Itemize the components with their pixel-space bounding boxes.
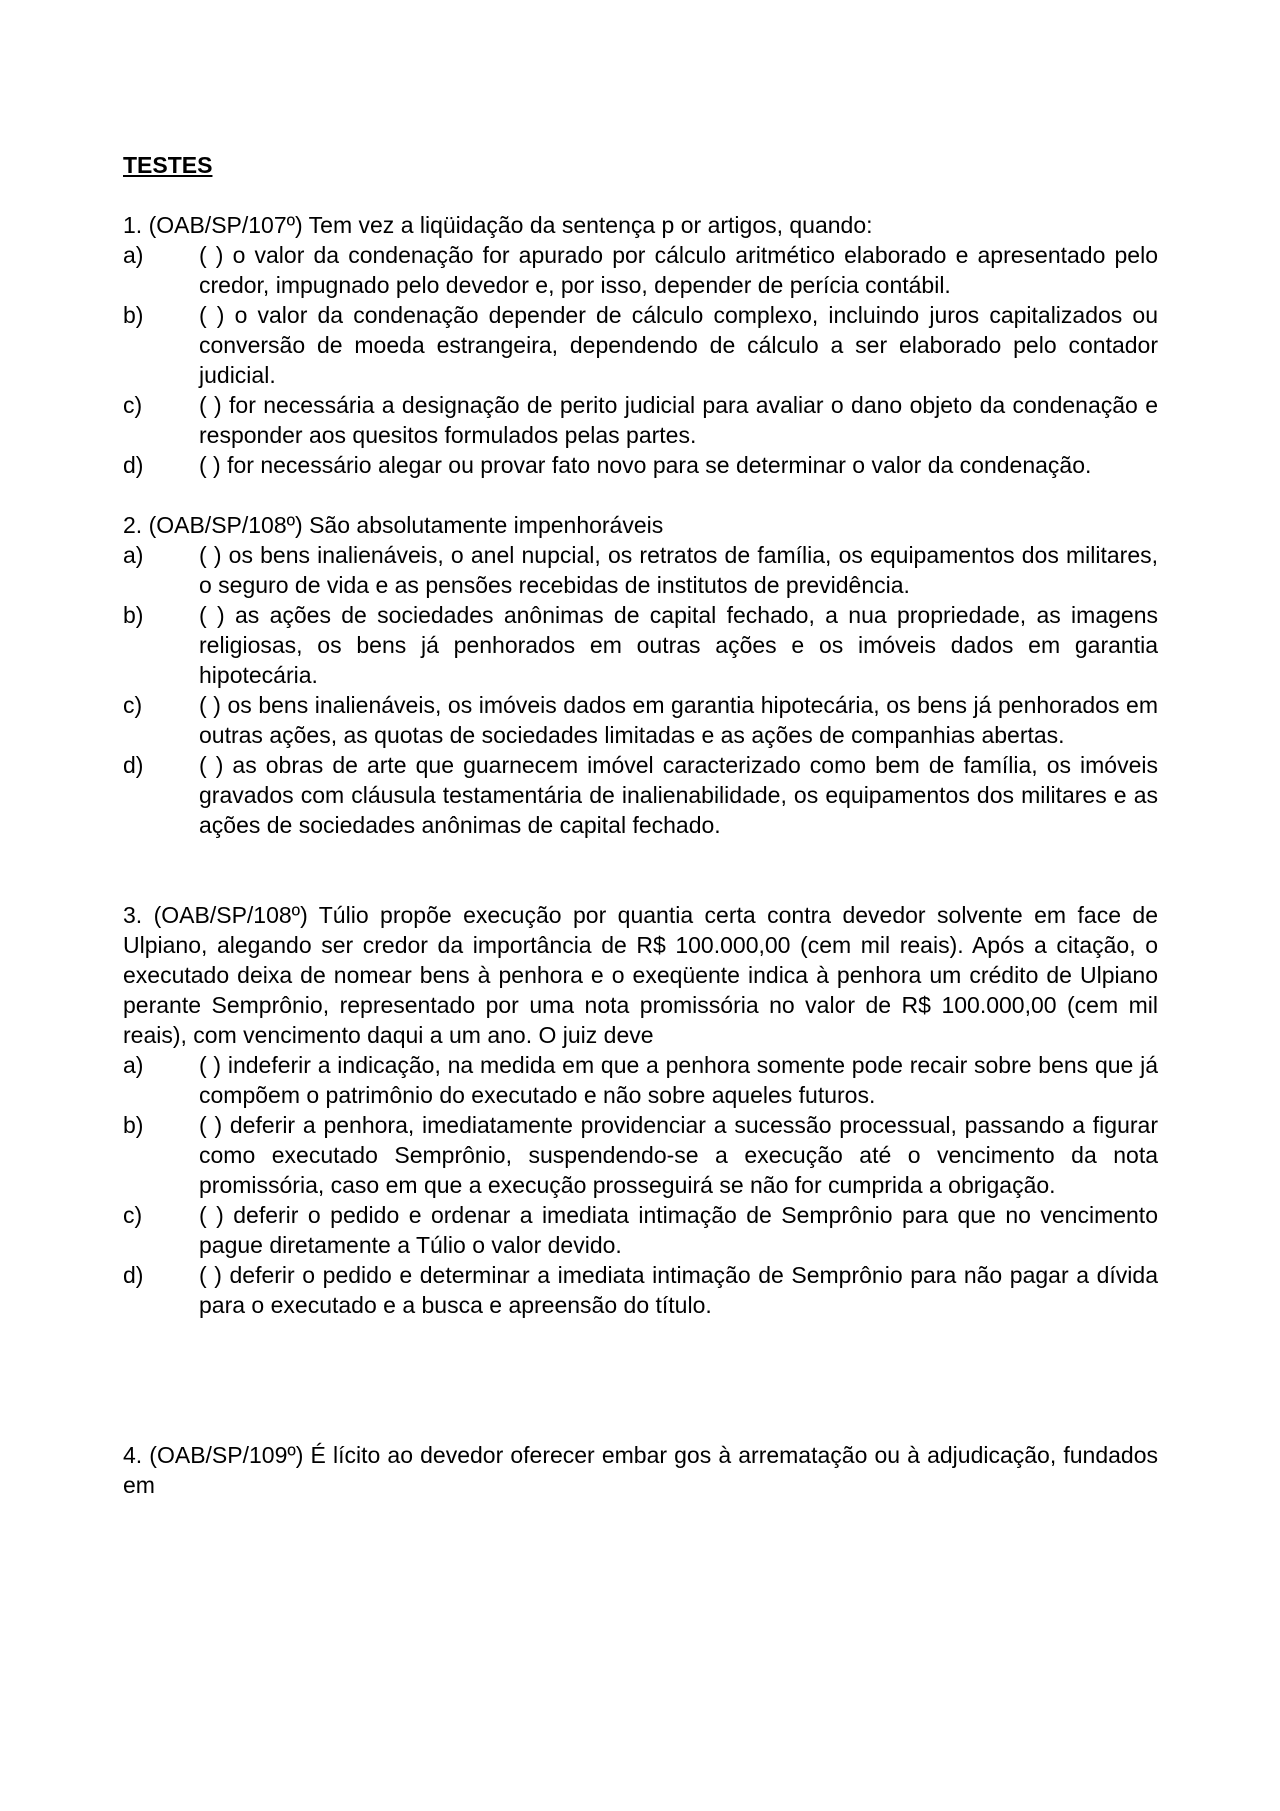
option-text: ( ) as ações de sociedades anônimas de capital fechado, a nua propriedade, as imagens religiosas, os bens já penhorados em outras ações e os imóveis dados em garantia hipotecária. bbox=[199, 602, 1158, 688]
option-text: ( ) as obras de arte que guarnecem imóvel caracterizado como bem de família, os imóveis gravados com cláusula testamentária de inalienabilidade, os equipamentos dos militares e as ações de sociedades anônimas de capital fechado. bbox=[199, 752, 1158, 838]
option-text: ( ) deferir o pedido e ordenar a imediata intimação de Semprônio para que no vencimento pague diretamente a Túlio o valor devido. bbox=[199, 1202, 1158, 1258]
option-text: ( ) deferir a penhora, imediatamente providenciar a sucessão processual, passando a figurar como executado Semprônio, suspendendo-se a execução até o vencimento da nota promissória, caso em que a execução prosseguirá se não for cumprida a obrigação. bbox=[199, 1112, 1158, 1198]
option-letter: c) bbox=[123, 1202, 143, 1228]
option-letter: b) bbox=[123, 302, 144, 328]
option-d bbox=[123, 1260, 1158, 1320]
question-stem: 1. (OAB/SP/107º) Tem vez a liqüidação da sentença p or artigos, quando: bbox=[123, 212, 873, 238]
option-text: ( ) os bens inalienáveis, os imóveis dados em garantia hipotecária, os bens já penhorados em outras ações, as quotas de sociedades limitadas e as ações de companhias abertas. bbox=[199, 692, 1158, 748]
question-2 bbox=[123, 510, 1158, 840]
option-letter: a) bbox=[123, 542, 144, 568]
option-a bbox=[123, 540, 1158, 600]
option-list bbox=[123, 240, 1158, 480]
option-text: ( ) indeferir a indicação, na medida em que a penhora somente pode recair sobre bens que já compõem o patrimônio do executado e não sobre aqueles futuros. bbox=[199, 1052, 1158, 1108]
question-4 bbox=[123, 1440, 1158, 1500]
question-stem: 3. (OAB/SP/108º) Túlio propõe execução por quantia certa contra devedor solvente em face de Ulpiano, alegando ser credor da importância de R$ 100.000,00 (cem mil reais). Após a citação, o executado deixa de nomear bens à penhora e o exeqüente indica à penhora um crédito de Ulpiano perante Semprônio, representado por uma nota promissória no valor de R$ 100.000,00 (cem mil reais), com vencimento daqui a um ano. O juiz deve bbox=[123, 902, 1158, 1048]
option-letter: d) bbox=[123, 1262, 144, 1288]
option-text: ( ) o valor da condenação for apurado por cálculo aritmético elaborado e apresentado pelo credor, impugnado pelo devedor e, por isso, depender de perícia contábil. bbox=[199, 242, 1158, 298]
option-list bbox=[123, 1050, 1158, 1320]
option-c bbox=[123, 1200, 1158, 1260]
option-letter: b) bbox=[123, 1112, 144, 1138]
option-list bbox=[123, 540, 1158, 840]
option-c bbox=[123, 690, 1158, 750]
option-d bbox=[123, 450, 1158, 480]
page-heading: TESTES bbox=[123, 152, 213, 178]
option-d bbox=[123, 750, 1158, 840]
option-text: ( ) for necessário alegar ou provar fato novo para se determinar o valor da condenação. bbox=[199, 452, 1092, 478]
option-text: ( ) os bens inalienáveis, o anel nupcial, os retratos de família, os equipamentos dos militares, o seguro de vida e as pensões recebidas de institutos de previdência. bbox=[199, 542, 1158, 598]
option-letter: d) bbox=[123, 452, 144, 478]
option-a bbox=[123, 1050, 1158, 1110]
option-letter: c) bbox=[123, 392, 143, 418]
option-text: ( ) deferir o pedido e determinar a imediata intimação de Semprônio para não pagar a dívida para o executado e a busca e apreensão do título. bbox=[199, 1262, 1158, 1318]
option-a bbox=[123, 240, 1158, 300]
question-stem: 2. (OAB/SP/108º) São absolutamente impenhoráveis bbox=[123, 512, 664, 538]
option-letter: d) bbox=[123, 752, 144, 778]
option-letter: a) bbox=[123, 242, 144, 268]
option-b bbox=[123, 600, 1158, 690]
option-letter: b) bbox=[123, 602, 144, 628]
option-letter: a) bbox=[123, 1052, 144, 1078]
option-c bbox=[123, 390, 1158, 450]
question-stem: 4. (OAB/SP/109º) É lícito ao devedor oferecer embar gos à arrematação ou à adjudicação, fundados em bbox=[123, 1442, 1158, 1498]
option-letter: c) bbox=[123, 692, 143, 718]
option-b bbox=[123, 300, 1158, 390]
question-3 bbox=[123, 900, 1158, 1320]
option-text: ( ) for necessária a designação de perito judicial para avaliar o dano objeto da condenação e responder aos quesitos formulados pelas partes. bbox=[199, 392, 1158, 448]
document-page bbox=[123, 150, 1158, 1500]
option-text: ( ) o valor da condenação depender de cálculo complexo, incluindo juros capitalizados ou conversão de moeda estrangeira, dependendo de cálculo a ser elaborado pelo contador judicial. bbox=[199, 302, 1158, 388]
question-1 bbox=[123, 210, 1158, 480]
option-b bbox=[123, 1110, 1158, 1200]
